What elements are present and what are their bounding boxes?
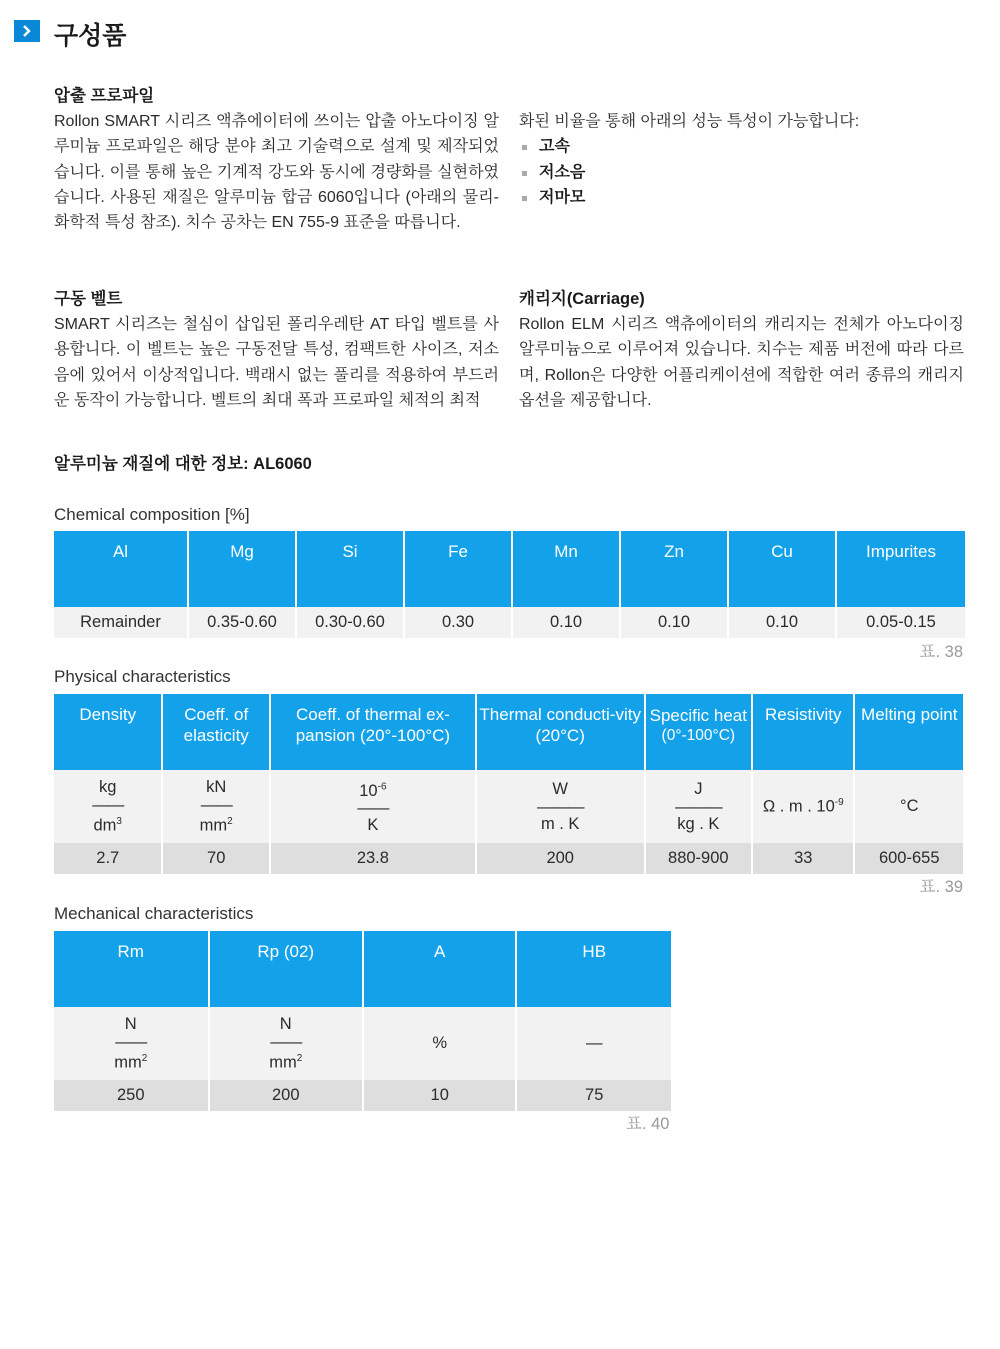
table-header: Zn (621, 531, 727, 607)
table-header-row (54, 531, 965, 607)
page-title: 구성품 (54, 22, 127, 50)
material-info-heading: 알루미늄 재질에 대한 정보: AL6060 (54, 455, 312, 473)
unit-row (54, 1007, 671, 1080)
table-header: Si (297, 531, 403, 607)
carriage-section (519, 287, 964, 413)
table-cell: 0.30 (405, 607, 511, 638)
extrusion-text: Rollon SMART 시리즈 액츄에이터에 쓰이는 압출 아노다이징 알루미늄 프로파일은 해당 분야 최고 기술력으로 설계 및 제작되었습니다. 이를 통해 높은 기계적 강도와 동시에 경량화를 실현하였습니다. 사용된 재질은 알루미늄 합금 6060입니다 (아래의 물리-화학적 특성 참조). 치수 공차는 EN 755-9 표준을 따릅니다. (54, 113, 499, 232)
chevron-right-icon (14, 20, 40, 42)
ratio-text: 화된 비율을 통해 아래의 성능 특성이 가능합니다: (519, 113, 860, 130)
table-header: HB (517, 931, 671, 1007)
table-header: Fe (405, 531, 511, 607)
physical-caption: Physical characteristics (54, 667, 231, 686)
extrusion-section (54, 84, 499, 235)
table-cell: 0.35-0.60 (189, 607, 295, 638)
chemical-caption: Chemical composition [%] (54, 505, 250, 524)
table-cell: 0.10 (513, 607, 619, 638)
unit-cell: W ——— m . K (477, 770, 644, 843)
table-cell: 600-655 (855, 843, 963, 874)
table-header (646, 694, 751, 770)
belt-text: SMART 시리즈는 철심이 삽입된 폴리우레탄 AT 타입 벨트를 사용합니다. 이 벨트는 높은 구동전달 특성, 컴팩트한 사이즈, 저소음에 있어서 이상적입니다. 백래시 없는 풀리를 적용하여 부드러운 동작이 가능합니다. 벨트의 최대 폭과 프로파일 체적의 최적 (54, 316, 499, 409)
extrusion-heading: 압출 프로파일 (54, 87, 155, 105)
table-header: Coeff. of thermal ex-pansion (20°-100°C) (271, 694, 475, 770)
table-number: 표. 39 (919, 878, 963, 896)
unit-cell: N —— $mm^2$ (54, 1007, 208, 1080)
unit-cell: N —— $mm^2$ (210, 1007, 362, 1080)
table-cell: 880-900 (646, 843, 751, 874)
table-cell: 70 (163, 843, 268, 874)
carriage-text: Rollon ELM 시리즈 액츄에이터의 캐리지는 전체가 아노다이징 알루미늄으로 이루어져 있습니다. 치수는 제품 버전에 따라 다르며, Rollon은 다양한 어플리케이션에 적합한 여러 종류의 캐리지 옵션을 제공합니다. (519, 316, 964, 409)
table-row (54, 607, 965, 638)
unit-cell: °C (855, 770, 963, 843)
mechanical-table (52, 931, 673, 1111)
table-row (54, 843, 963, 874)
list-item: 고속 (519, 134, 964, 160)
mechanical-caption: Mechanical characteristics (54, 904, 254, 923)
table-header: Mn (513, 531, 619, 607)
table-number: 표. 38 (919, 643, 963, 661)
unit-row (54, 770, 963, 843)
carriage-heading: 캐리지(Carriage) (519, 290, 645, 308)
table-header: Rm (54, 931, 208, 1007)
table-header: Cu (729, 531, 835, 607)
table-header-row (54, 694, 963, 770)
table-cell: Remainder (54, 607, 187, 638)
table-header: Rp (02) (210, 931, 362, 1007)
table-header-row (54, 931, 671, 1007)
table-cell: 200 (210, 1080, 362, 1111)
table-header: Coeff. of elasticity (163, 694, 268, 770)
unit-cell: % (364, 1007, 515, 1080)
unit-cell: kg —— $dm^3$ (54, 770, 161, 843)
unit-cell: J ——— kg . K (646, 770, 751, 843)
belt-heading: 구동 벨트 (54, 290, 123, 308)
table-cell: 0.05-0.15 (837, 607, 965, 638)
table-header: Mg (189, 531, 295, 607)
unit-cell: Ω . m . $10^{-9}$ (753, 770, 853, 843)
table-number: 표. 40 (626, 1115, 670, 1133)
belt-section (54, 287, 499, 413)
unit-cell: $10^{-6}$ —— K (271, 770, 475, 843)
specific-heat-label: Specific heat (649, 706, 747, 725)
table-header: Impurites (837, 531, 965, 607)
list-item: 저마모 (519, 185, 964, 211)
table-cell: 2.7 (54, 843, 161, 874)
specific-heat-range: (0°-100°C) (661, 727, 736, 744)
physical-table (52, 694, 965, 874)
table-cell: 0.30-0.60 (297, 607, 403, 638)
table-header: A (364, 931, 515, 1007)
table-cell: 23.8 (271, 843, 475, 874)
table-header: Thermal conducti-vity (20°C) (477, 694, 644, 770)
unit-cell: kN —— $mm^2$ (163, 770, 268, 843)
table-row (54, 1080, 671, 1111)
table-cell: 10 (364, 1080, 515, 1111)
table-header: Density (54, 694, 161, 770)
list-item: 저소음 (519, 160, 964, 186)
table-cell: 0.10 (621, 607, 727, 638)
ratio-section (519, 109, 964, 211)
table-cell: 75 (517, 1080, 671, 1111)
table-header: Al (54, 531, 187, 607)
table-cell: 0.10 (729, 607, 835, 638)
performance-list (519, 134, 964, 211)
table-cell: 200 (477, 843, 644, 874)
chemical-table (52, 531, 967, 638)
table-cell: 33 (753, 843, 853, 874)
unit-cell: — (517, 1007, 671, 1080)
table-header: Resistivity (753, 694, 853, 770)
table-cell: 250 (54, 1080, 208, 1111)
table-header: Melting point (855, 694, 963, 770)
